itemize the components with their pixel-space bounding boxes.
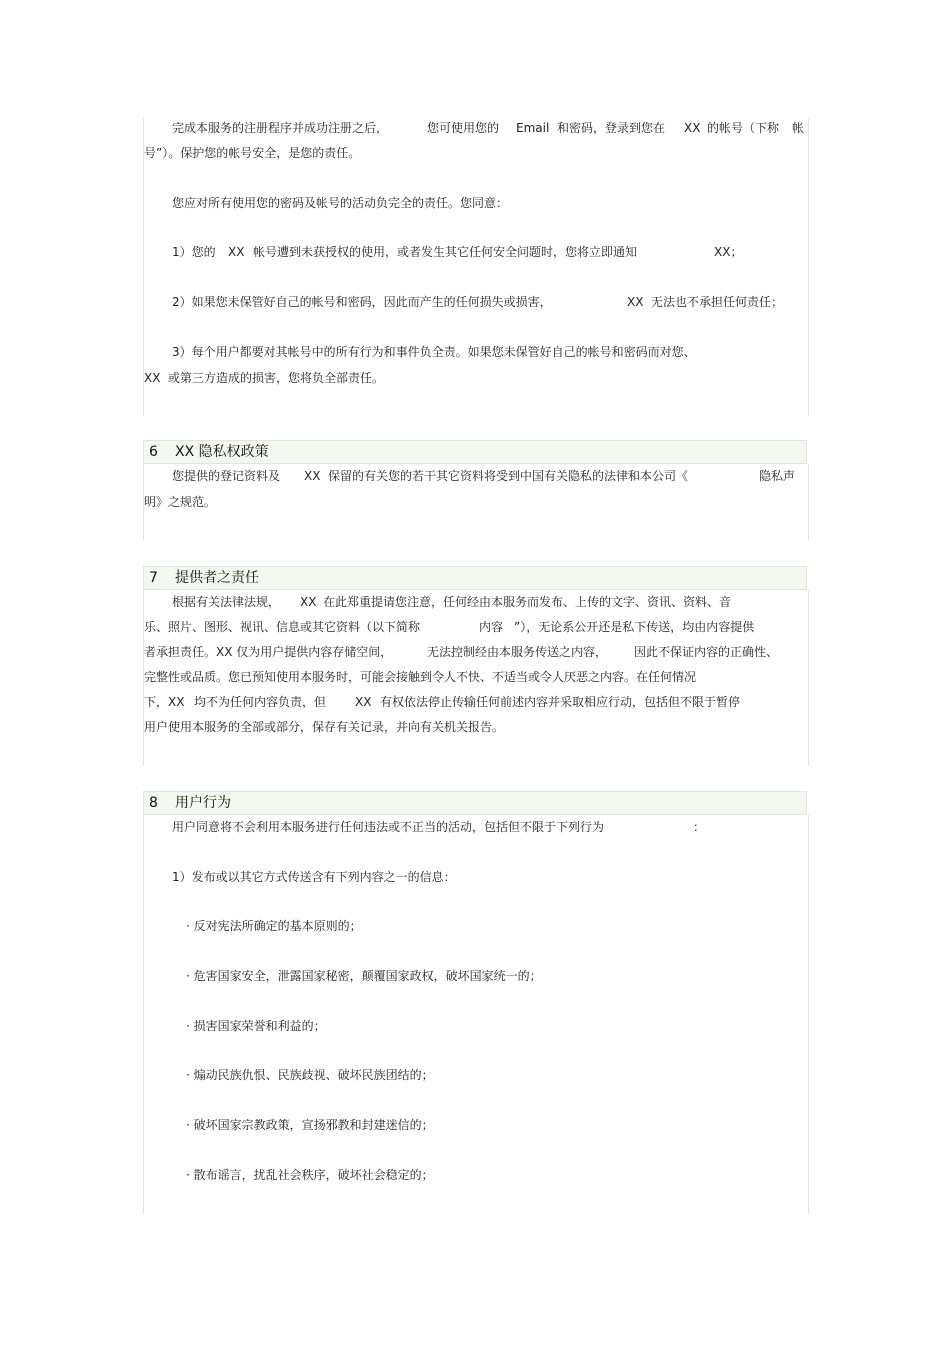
privacy-section: 您提供的登记资料及 XX 保留的有关您的若干其它资料将受到中国有关隐私的法律和本公司《 隐私声 明》之规范。 (143, 464, 809, 540)
section-8-header (143, 791, 807, 815)
section-number: 8 (149, 795, 158, 811)
section-number: 7 (149, 570, 158, 586)
section-title: 提供者之责任 (175, 570, 259, 586)
account-security-section: 完成本服务的注册程序并成功注册之后， 您可使用您的 Email 和密码，登录到您在 XX 的帐号（下称 帐 号”）。保护您的帐号安全，是您的责任。 您应对所有使用您的密码及帐号的活动负完全的责任。您同意： 1）您的 XX 帐号遭到未获授权的使用，或者发生其它任何安全问题时，您将立即通知 XX； 2）如果您未保管好自己的帐号和密码，因此而产生的任何损失或损害， XX 无法也不承担任何责任； 3）每个用户都要对其帐号中的所有行为和事件负全责。如果您未保管好自己的帐号和密码而对您、 XX 或第三方造成的损害，您将负全部责任。 (143, 118, 809, 416)
provider-responsibility-section: 根据有关法律法规， XX 在此郑重提请您注意，任何经由本服务而发布、上传的文字、资讯、资料、音 乐、照片、图形、视讯、信息或其它资料（以下简称 内容 ”），无论系公开还是私下传送，均由内容提供 者承担责任。XX 仅为用户提供内容存储空间， 无法控制经由本服务传送之内容， 因此不保证内容的正确性、 完整性或品质。您已预知使用本服务时，可能会接触到令人不快、不适当或令人厌恶之内容。在任何情况 下，XX 均不为任何内容负责，但 XX 有权依法停止传输任何前述内容并采取相应行动，包括但不限于暂停 用户使用本服务的全部或部分，保存有关记录，并向有关机关报告。 (143, 590, 809, 766)
section-number: 6 (149, 444, 158, 460)
section-6-header (143, 440, 807, 464)
section-title: XX 隐私权政策 (175, 444, 269, 460)
user-conduct-section: 用户同意将不会利用本服务进行任何违法或不正当的活动，包括但不限于下列行为 ： 1）发布或以其它方式传送含有下列内容之一的信息： · 反对宪法所确定的基本原则的； · 危害国家安全，泄露国家秘密，颠覆国家政权，破坏国家统一的； · 损害国家荣誉和利益的； · 煽动民族仇恨、民族歧视、破坏民族团结的； · 破坏国家宗教政策，宣扬邪教和封建迷信的； · 散布谣言，扰乱社会秩序，破坏社会稳定的； (143, 815, 809, 1213)
section-7-header (143, 566, 807, 590)
section-title: 用户行为 (175, 795, 231, 811)
